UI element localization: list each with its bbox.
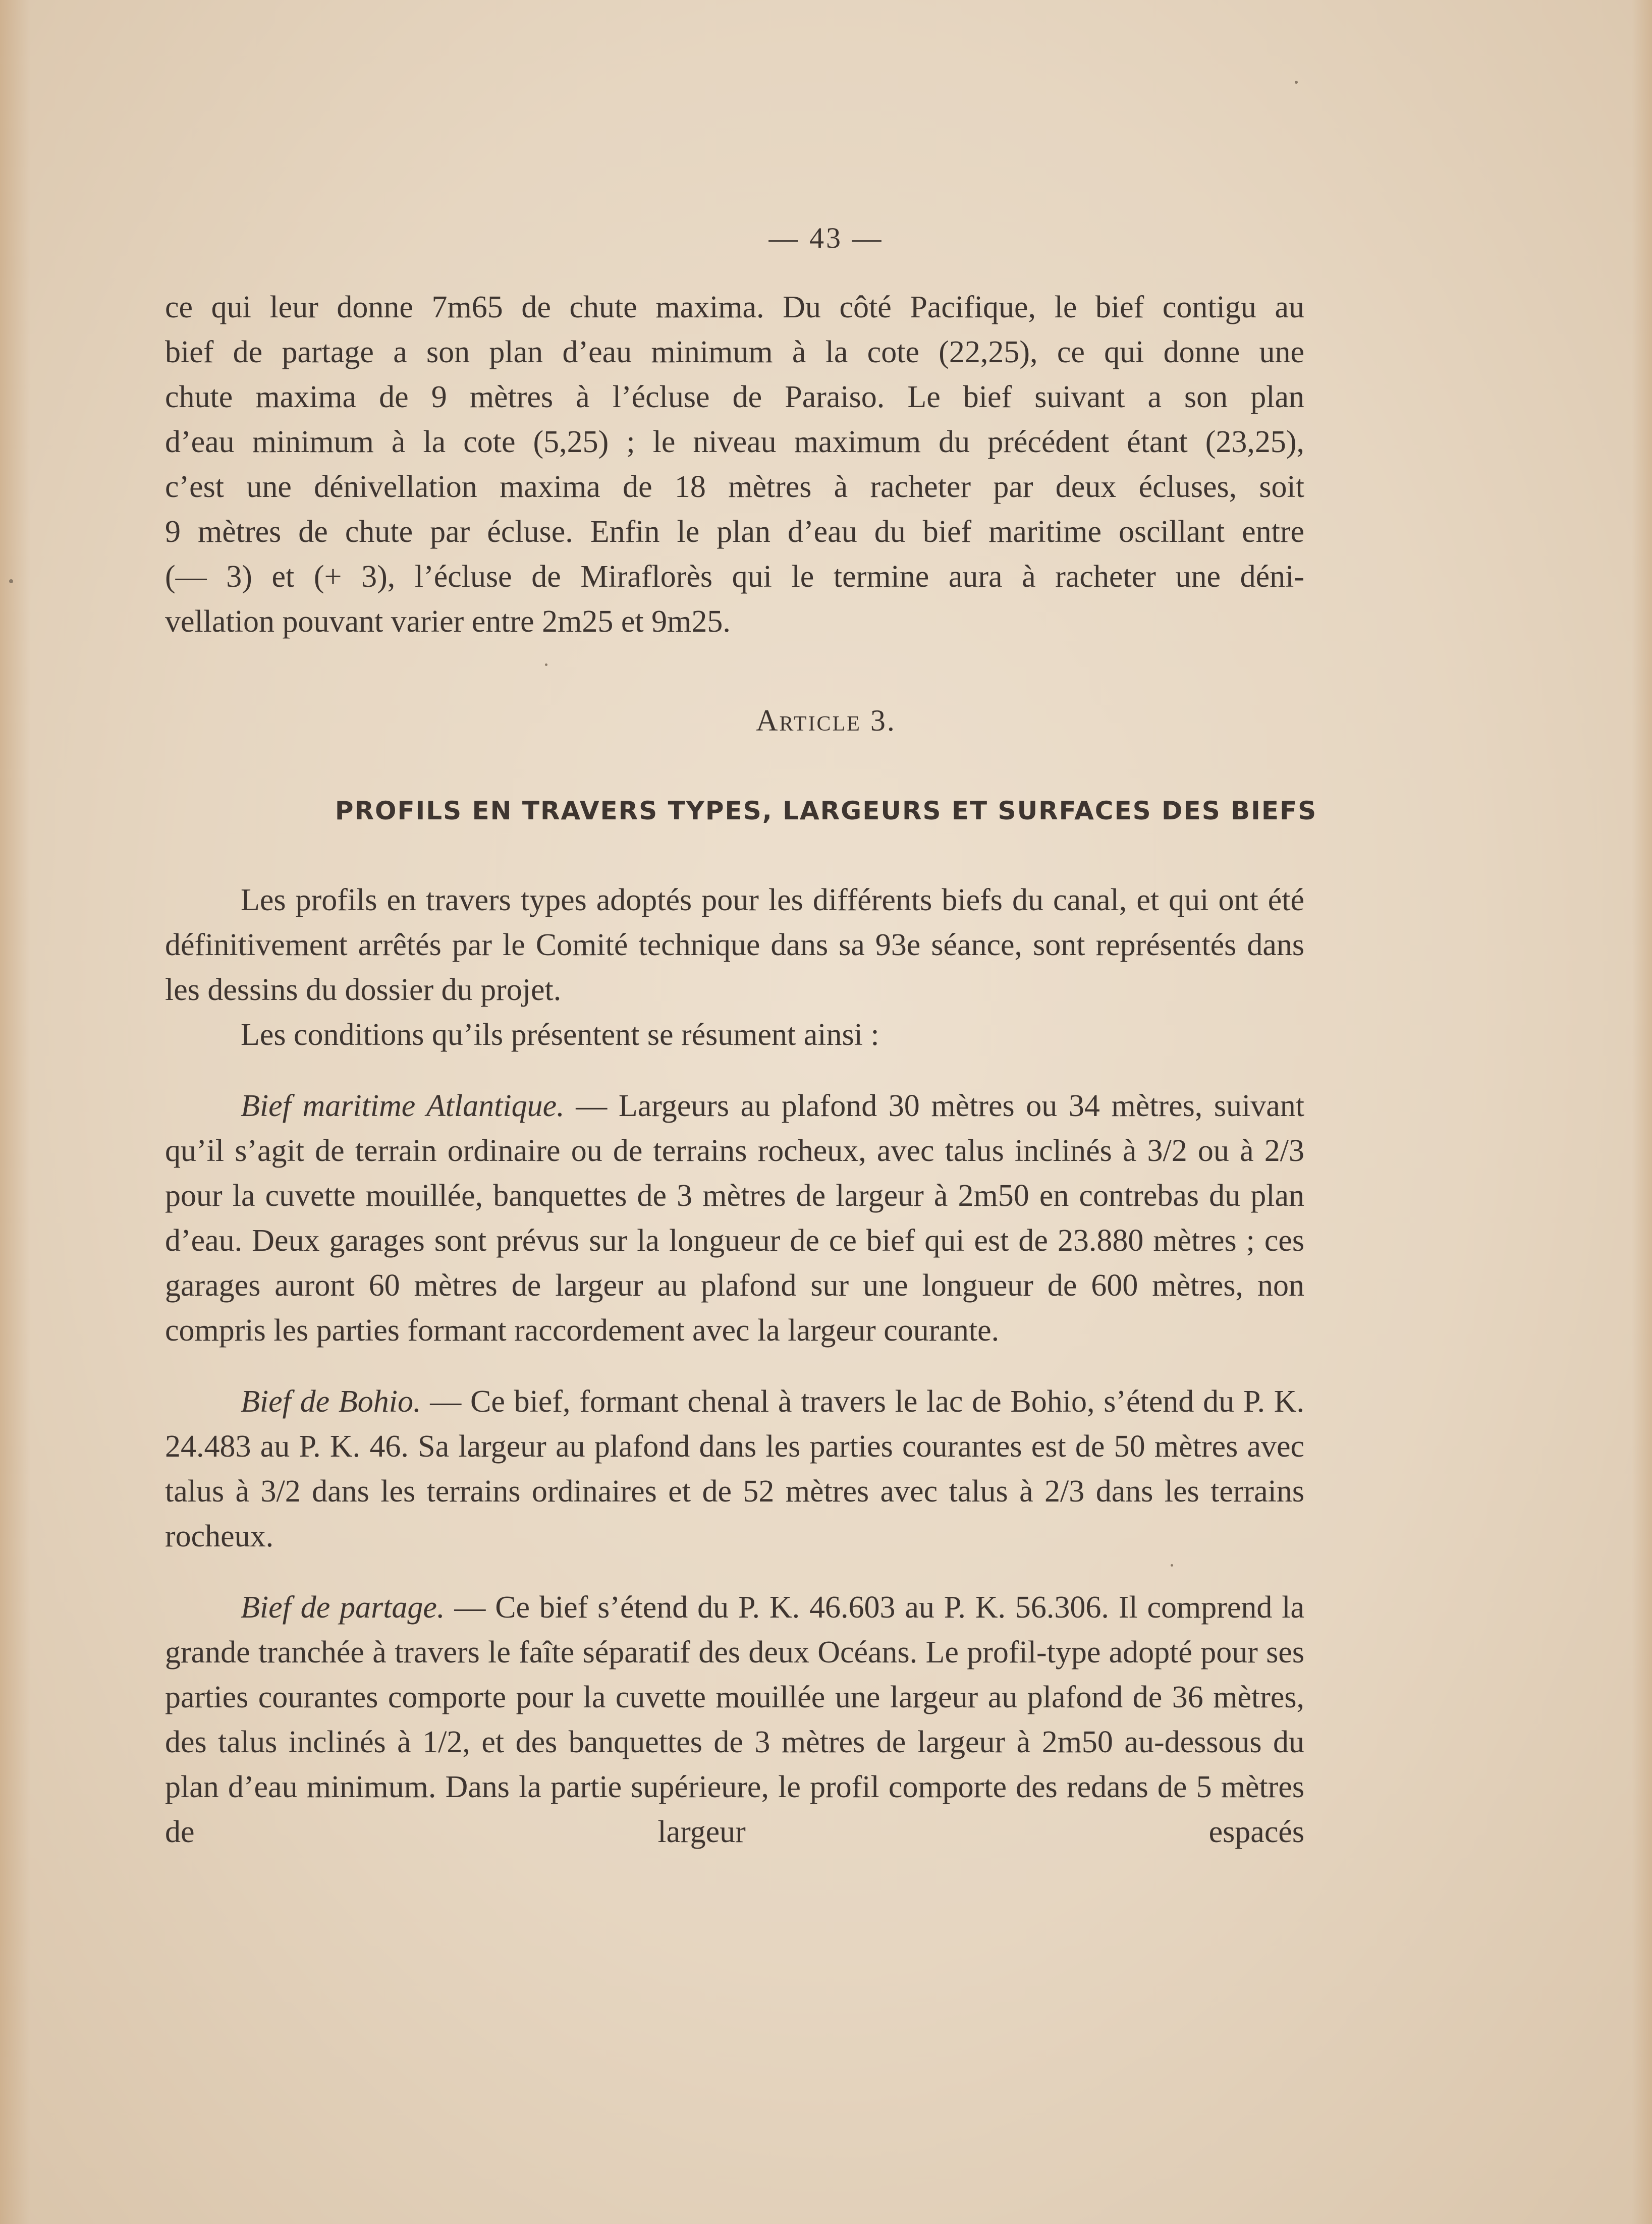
paper-speck — [1295, 81, 1298, 84]
bief-paragraph — [165, 1084, 1304, 1353]
bief-name: Bief maritime Atlantique. — [241, 1089, 565, 1123]
text-line: vellation pouvant varier entre 2m25 et 9m25. — [165, 604, 731, 639]
bief-text: — Ce bief, formant chenal à travers le lac de Bohio, s’étend du P. K. 24.483 au P. K. 46. Sa largeur au plafond dans les parties courantes est de 50 mètres avec talus à 3/2 dans les terrains ordinaires et de 52 mètres avec talus à 2/3 dans les terrains rocheux. — [165, 1384, 1304, 1553]
text-line: (— 3) et (+ 3), l’écluse de Miraflorès qui le termine aura à racheter une déni- — [165, 560, 1304, 594]
bief-name: Bief de Bohio. — [241, 1384, 421, 1419]
bief-name: Bief de partage. — [241, 1590, 445, 1625]
paper-speck — [9, 579, 13, 583]
text-line: bief de partage a son plan d’eau minimum à la cote (22,25), ce qui donne une — [165, 335, 1304, 369]
text-line: d’eau minimum à la cote (5,25) ; le niveau maximum du précédent étant (23,25), — [165, 425, 1304, 459]
article-heading: Article 3. — [756, 704, 896, 737]
bief-text: — Largeurs au plafond 30 mètres ou 34 mètres, suivant qu’il s’agit de terrain ordinaire ou de terrains rocheux, avec talus inclinés à 3/2 ou à 2/3 pour la cuvette mouillée, banquettes de 3 mètres de largeur à 2m50 en contrebas du plan d’eau. Deux garages sont prévus sur la longueur de ce bief qui est de 23.880 mètres ; ces garages auront 60 mètres de largeur au plafond sur une longueur de 600 mètres, non compris les parties formant raccordement avec la largeur courante. — [165, 1089, 1304, 1348]
paragraph-gap — [165, 1353, 1304, 1379]
intro-paragraph: Les conditions qu’ils présentent se résument ainsi : — [241, 1018, 879, 1052]
text-line: chute maxima de 9 mètres à l’écluse de Paraiso. Le bief suivant a son plan — [165, 380, 1304, 414]
paper-speck — [545, 663, 547, 666]
intro-paragraph: Les profils en travers types adoptés pour les différents biefs du canal, et qui ont été définitivement arrêtés par le Comité technique dans sa 93e séance, sont représentés dans les dessins du dossier du projet. — [165, 883, 1304, 1007]
bief-paragraph — [165, 1585, 1304, 1855]
page-edge-left — [0, 0, 30, 2224]
paragraph-gap — [165, 1559, 1304, 1585]
paragraph-gap — [165, 1058, 1304, 1084]
page-number: — 43 — — [768, 221, 884, 254]
page-edge-right — [1632, 0, 1652, 2224]
text-line: c’est une dénivellation maxima de 18 mètres à racheter par deux écluses, soit — [165, 470, 1304, 504]
section-title: PROFILS EN TRAVERS TYPES, LARGEURS ET SURFACES DES BIEFS — [335, 796, 1317, 825]
body-text — [165, 878, 1304, 1855]
bief-text: — Ce bief s’étend du P. K. 46.603 au P. K. 56.306. Il comprend la grande tranchée à travers le faîte séparatif des deux Océans. Le profil-type adopté pour ses parties courantes comporte pour la cuvette mouillée une largeur au plafond de 36 mètres, des talus inclinés à 1/2, et des banquettes de 3 mètres de largeur à 2m50 au-dessous du plan d’eau minimum. Dans la partie supérieure, le profil comporte des redans de 5 mètres de largeur espacés — [165, 1590, 1304, 1849]
text-line: 9 mètres de chute par écluse. Enfin le plan d’eau du bief maritime oscillant entre — [165, 515, 1304, 549]
bief-paragraph — [165, 1379, 1304, 1559]
top-paragraph — [165, 285, 1304, 644]
text-line: ce qui leur donne 7m65 de chute maxima. Du côté Pacifique, le bief contigu au — [165, 290, 1304, 324]
paper-speck — [1171, 1564, 1173, 1567]
